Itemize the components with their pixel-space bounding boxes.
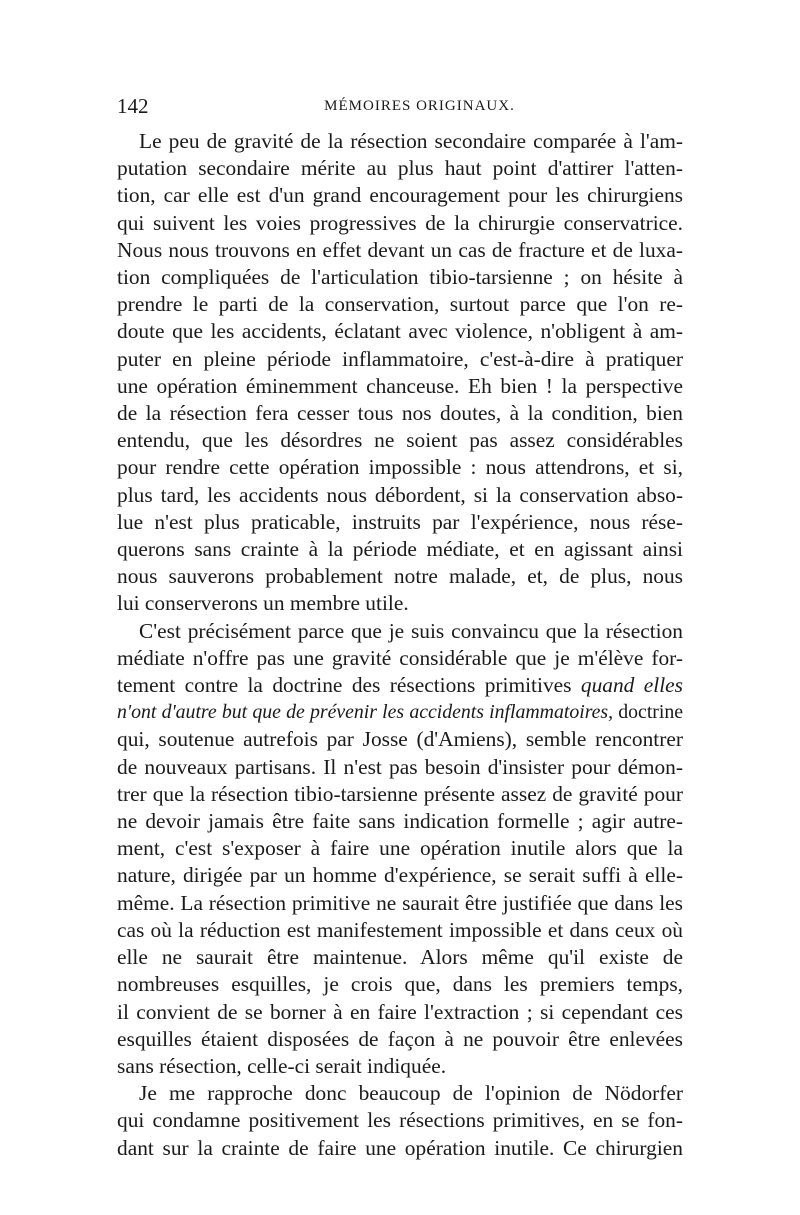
italic-fragment: quand elles — [580, 673, 683, 698]
running-title: MÉMOIRES ORIGINAUX. — [324, 98, 515, 114]
text-line: nous sauverons probablement notre malade, et, de plus, nous — [117, 564, 683, 589]
text-line: querons sans crainte à la période médiate, et en agissant ainsi — [117, 537, 683, 562]
text-line: elle ne saurait être maintenue. Alors même qu'il existe de — [117, 945, 683, 970]
text-line: lue n'est plus praticable, instruits par l'expérience, nous rése- — [117, 509, 683, 534]
text-fragment: tement contre la doctrine des résections primitives — [117, 673, 572, 698]
text-line: tion, car elle est d'un grand encouragement pour les chirurgiens — [117, 183, 683, 208]
text-line: qui, soutenue autrefois par Josse (d'Amiens), semble rencontrer — [117, 727, 683, 752]
body-text — [117, 128, 683, 1162]
text-line: dant sur la crainte de faire une opération inutile. Ce chirurgien — [117, 1135, 683, 1160]
page-number: 142 — [117, 94, 149, 118]
text-line: entendu, que les désordres ne soient pas assez considérables — [117, 428, 683, 453]
text-line: cas où la réduction est manifestement impossible et dans ceux où — [117, 917, 683, 942]
text-line: médiate n'offre pas une gravité considérable que je m'élève for- — [117, 645, 683, 670]
text-line: nombreuses esquilles, je crois que, dans les premiers temps, — [117, 972, 683, 997]
text-line: ment, c'est s'exposer à faire une opération inutile alors que la — [117, 836, 683, 861]
text-line: esquilles étaient disposées de façon à ne pouvoir être enlevées — [117, 1026, 683, 1051]
text-line: une opération éminemment chanceuse. Eh bien ! la perspective — [117, 373, 683, 398]
text-line: Nous nous trouvons en effet devant un cas de fracture et de luxa- — [117, 237, 683, 262]
paragraph-3 — [117, 1080, 683, 1162]
text-line: il convient de se borner à en faire l'extraction ; si cependant ces — [117, 999, 683, 1024]
text-line: nature, dirigée par un homme d'expérience, se serait suffi à elle- — [117, 863, 683, 888]
text-line: puter en pleine période inflammatoire, c'est-à-dire à pratiquer — [117, 346, 683, 371]
text-line: Je me rapproche donc beaucoup de l'opinion de Nödorfer — [139, 1081, 683, 1106]
text-line: de nouveaux partisans. Il n'est pas besoin d'insister pour démon- — [117, 754, 683, 779]
text-line-with-italic — [117, 672, 683, 699]
text-line: trer que la résection tibio-tarsienne présente assez de gravité pour — [117, 781, 683, 806]
paragraph-1 — [117, 128, 683, 618]
running-head — [117, 94, 682, 118]
text-line: putation secondaire mérite au plus haut point d'attirer l'atten- — [117, 156, 683, 181]
text-line: de la résection fera cesser tous nos doutes, à la condition, bien — [117, 401, 683, 426]
italic-fragment: n'ont d'autre but que de prévenir les accidents inflammatoires, — [117, 701, 614, 724]
text-line: tion compliquées de l'articulation tibio-tarsienne ; on hésite à — [117, 265, 683, 290]
text-line: même. La résection primitive ne saurait être justifiée que dans les — [117, 890, 683, 915]
text-line-with-italic — [117, 699, 683, 726]
text-line: qui suivent les voies progressives de la chirurgie conservatrice. — [117, 210, 683, 235]
text-line: Le peu de gravité de la résection secondaire comparée à l'am- — [139, 129, 683, 153]
text-line: pour rendre cette opération impossible : nous attendrons, et si, — [117, 455, 683, 480]
text-line: prendre le parti de la conservation, surtout parce que l'on re- — [117, 292, 683, 317]
text-fragment: doctrine — [613, 701, 684, 724]
text-line: ne devoir jamais être faite sans indication formelle ; agir autre- — [117, 809, 683, 834]
text-line: sans résection, celle-ci serait indiquée. — [117, 1053, 447, 1078]
text-line: lui conserverons un membre utile. — [117, 591, 409, 616]
paragraph-2 — [117, 618, 683, 1080]
text-line: doute que les accidents, éclatant avec violence, n'obligent à am- — [117, 319, 683, 344]
text-line: plus tard, les accidents nous débordent, si la conservation abso- — [117, 482, 683, 507]
text-line: C'est précisément parce que je suis convaincu que la résection — [139, 618, 683, 643]
text-line: qui condamne positivement les résections primitives, en se fon- — [117, 1108, 683, 1133]
